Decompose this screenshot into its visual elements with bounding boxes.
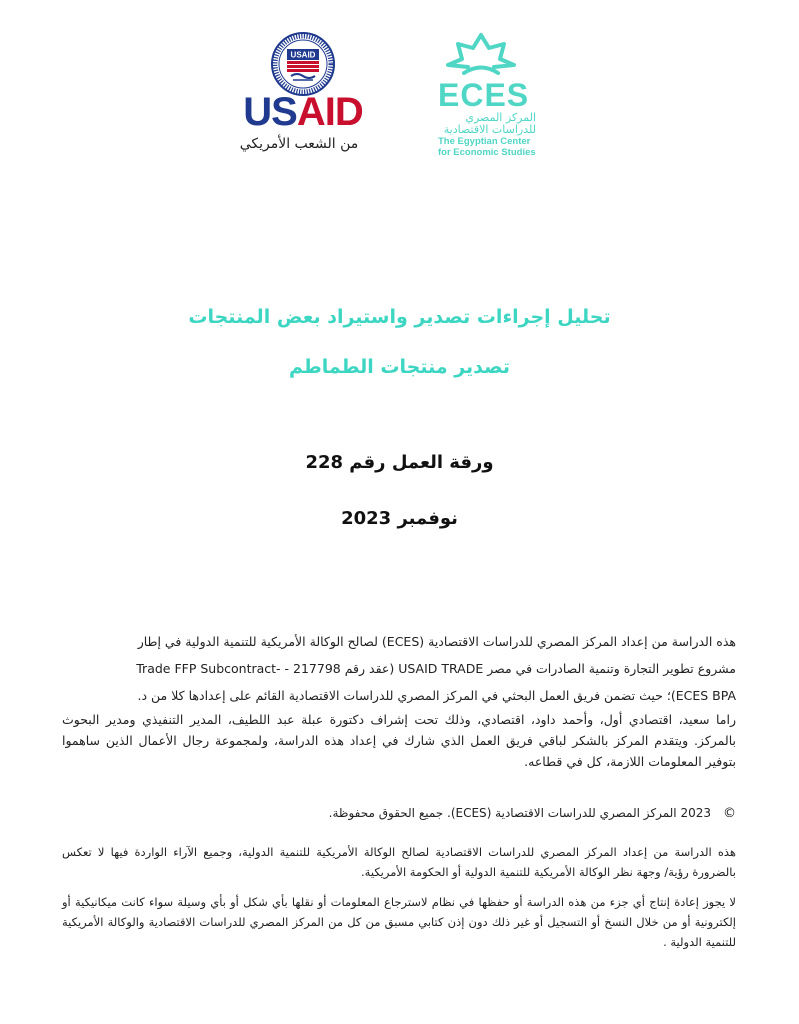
usaid-wordmark-aid: AID bbox=[296, 90, 363, 134]
eces-english-name-line1: The Egyptian Center bbox=[438, 136, 531, 147]
eces-crown-icon bbox=[444, 32, 518, 82]
acknowledgement-line-2: مشروع تطوير التجارة وتنمية الصادرات في مصر USAID TRADE (عقد رقم 217798 - -Trade FFP Subcontract bbox=[136, 661, 736, 676]
eces-arabic-name bbox=[436, 112, 536, 136]
acknowledgement-line-1: هذه الدراسة من إعداد المركز المصري للدراسات الاقتصادية (ECES) لصالح الوكالة الأمريكية للتنمية الدولية في إطار bbox=[137, 634, 736, 649]
usaid-seal-text: USAID bbox=[290, 50, 316, 60]
publication-date: نوفمبر 2023 bbox=[341, 508, 458, 529]
acknowledgement-paragraph bbox=[62, 628, 736, 772]
rights-paragraph: لا يجوز إعادة إنتاج أي جزء من هذه الدراسة أو حفظها في نظام لاسترجاع المعلومات أو نقلها بأي شكل أو بأي وسيلة سواء كانت ميكانيكية أو إلكترونية أو من خلال النسخ أو التسجيل أو غير ذلك دون إذن كتابي مسبق من كل من المركز المصري للدراسات الاقتصادية والوكالة الأمريكية للتنمية الدولية . bbox=[62, 895, 736, 949]
usaid-wordmark-us: US bbox=[243, 90, 297, 134]
disclaimer-paragraph: هذه الدراسة من إعداد المركز المصري للدراسات الاقتصادية لصالح الوكالة الأمريكية للتنمية الدولية، وجميع الآراء الواردة فيها لا تعكس بالضرورة رؤية/ وجهة نظر الوكالة الأمريكية للتنمية الدولية أو الحكومة الأمريكية. bbox=[62, 845, 736, 879]
usaid-seal-icon bbox=[271, 32, 335, 96]
eces-arabic-name-line1: المركز المصري bbox=[465, 111, 536, 124]
eces-english-name bbox=[438, 136, 548, 158]
usaid-wordmark bbox=[233, 90, 373, 134]
document-subtitle: تصدير منتجات الطماطم bbox=[288, 356, 511, 378]
copyright-icon: © bbox=[723, 806, 736, 821]
eces-wordmark: ECES bbox=[438, 77, 530, 113]
acknowledgement-rest: راما سعيد، اقتصادي أول، وأحمد داود، اقتصادي، وذلك تحت إشراف دكتورة عبلة عبد اللطيف، المدير التنفيذي ومدير البحوث بالمركز. ويتقدم المركز بالشكر لباقي فريق العمل الذي شارك في إعداد هذه الدراسة، ولمجموعة رجال الأعمال الذين ساهموا بتوفير المعلومات اللازمة، كل في قطاعه. bbox=[62, 712, 736, 769]
document-title: تحليل إجراءات تصدير واستيراد بعض المنتجات bbox=[188, 306, 611, 328]
working-paper-number: ورقة العمل رقم 228 bbox=[305, 452, 494, 473]
copyright-notice bbox=[62, 804, 736, 823]
eces-logo bbox=[432, 32, 547, 162]
eces-english-name-line2: for Economic Studies bbox=[438, 147, 536, 158]
usaid-tagline: من الشعب الأمريكي bbox=[239, 136, 359, 152]
copyright-text: 2023 المركز المصري للدراسات الاقتصادية (ECES). جميع الحقوق محفوظة. bbox=[328, 806, 711, 820]
eces-arabic-name-line2: للدراسات الاقتصادية bbox=[443, 123, 536, 136]
usaid-logo bbox=[233, 32, 373, 162]
acknowledgement-line-3: ECES BPA)؛ حيث تضمن فريق العمل البحثي في المركز المصري للدراسات الاقتصادية القائم على إعدادها كلا من د. bbox=[137, 688, 736, 703]
